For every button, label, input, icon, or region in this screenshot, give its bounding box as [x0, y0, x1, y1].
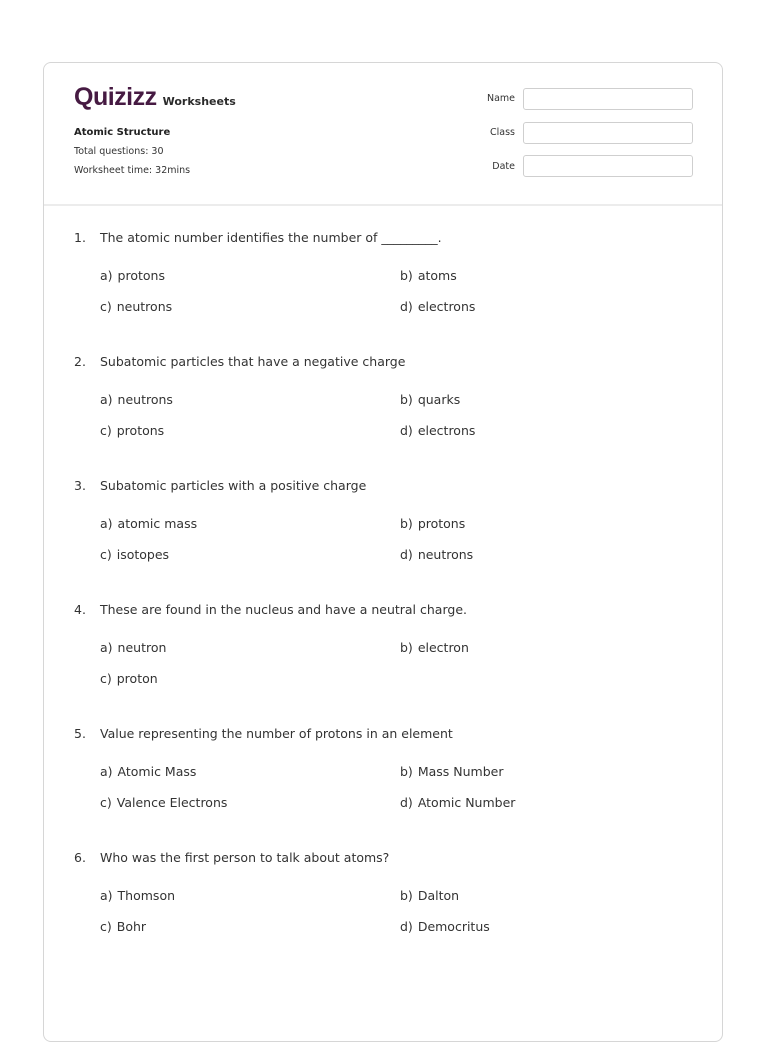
question-text: Who was the first person to talk about atoms? — [100, 850, 390, 865]
option-text: protons — [116, 423, 165, 438]
answer-option — [400, 299, 475, 314]
answer-option — [400, 516, 465, 531]
logo-subtitle: Worksheets — [162, 95, 236, 108]
quizizz-logo — [74, 83, 236, 112]
option-text: protons — [417, 516, 466, 531]
option-letter: d) — [400, 919, 413, 934]
option-letter: d) — [400, 795, 413, 810]
worksheet-header — [44, 63, 722, 206]
option-text: electron — [417, 640, 469, 655]
answer-option — [400, 795, 515, 810]
answer-option — [400, 392, 460, 407]
answer-option — [100, 795, 227, 810]
option-letter: b) — [400, 392, 413, 407]
option-letter: a) — [100, 392, 113, 407]
option-text: neutrons — [116, 299, 173, 314]
answer-option — [400, 268, 457, 283]
option-letter: a) — [100, 640, 113, 655]
answer-option — [400, 919, 490, 934]
option-text: protons — [117, 268, 165, 283]
answer-option — [400, 640, 469, 655]
worksheet-time: Worksheet time: 32mins — [74, 165, 191, 176]
option-letter: c) — [100, 299, 112, 314]
option-text: Atomic Number — [417, 795, 516, 810]
option-text: neutrons — [417, 547, 474, 562]
answer-option — [400, 888, 459, 903]
answer-option — [100, 640, 166, 655]
logo-wordmark: Quizizz — [74, 83, 157, 111]
answer-option — [100, 764, 196, 779]
option-letter: b) — [400, 888, 413, 903]
question-text: Value representing the number of protons in an element — [100, 726, 453, 741]
option-text: neutrons — [117, 392, 173, 407]
answer-option — [100, 671, 158, 686]
option-letter: b) — [400, 268, 413, 283]
answer-option — [400, 423, 475, 438]
answer-option — [400, 547, 473, 562]
option-text: isotopes — [116, 547, 170, 562]
option-letter: b) — [400, 764, 413, 779]
option-text: proton — [116, 671, 158, 686]
answer-option — [100, 516, 197, 531]
option-text: Atomic Mass — [117, 764, 197, 779]
option-letter: d) — [400, 423, 413, 438]
option-text: atomic mass — [117, 516, 198, 531]
class-label: Class — [490, 127, 515, 138]
date-field[interactable] — [523, 155, 693, 177]
answer-option — [100, 888, 175, 903]
option-text: quarks — [417, 392, 461, 407]
question-number: 4. — [74, 602, 86, 617]
option-text: atoms — [417, 268, 457, 283]
option-letter: c) — [100, 671, 112, 686]
option-letter: a) — [100, 888, 113, 903]
answer-option — [100, 299, 172, 314]
option-text: Valence Electrons — [116, 795, 228, 810]
answer-option — [100, 919, 146, 934]
option-letter: c) — [100, 423, 112, 438]
total-questions: Total questions: 30 — [74, 146, 164, 157]
class-field[interactable] — [523, 122, 693, 144]
name-field[interactable] — [523, 88, 693, 110]
date-label: Date — [492, 161, 515, 172]
answer-option — [400, 764, 503, 779]
option-text: Democritus — [417, 919, 490, 934]
option-letter: d) — [400, 547, 413, 562]
question-number: 2. — [74, 354, 86, 369]
option-text: neutron — [117, 640, 167, 655]
question-text: The atomic number identifies the number of _________. — [100, 230, 442, 245]
question-number: 6. — [74, 850, 86, 865]
option-text: Dalton — [417, 888, 460, 903]
question-text: Subatomic particles that have a negative charge — [100, 354, 406, 369]
question-number: 1. — [74, 230, 86, 245]
option-letter: a) — [100, 516, 113, 531]
name-label: Name — [486, 93, 515, 104]
option-text: electrons — [417, 299, 476, 314]
question-number: 3. — [74, 478, 86, 493]
option-letter: c) — [100, 795, 112, 810]
option-letter: b) — [400, 516, 413, 531]
option-letter: b) — [400, 640, 413, 655]
worksheet-title: Atomic Structure — [74, 127, 171, 138]
answer-option — [100, 268, 165, 283]
worksheet-page — [43, 62, 723, 1042]
option-letter: d) — [400, 299, 413, 314]
option-letter: c) — [100, 547, 112, 562]
option-text: Bohr — [116, 919, 147, 934]
option-letter: a) — [100, 268, 113, 283]
question-number: 5. — [74, 726, 86, 741]
option-text: electrons — [417, 423, 476, 438]
option-text: Thomson — [117, 888, 176, 903]
question-text: These are found in the nucleus and have a neutral charge. — [100, 602, 467, 617]
answer-option — [100, 392, 173, 407]
option-letter: c) — [100, 919, 112, 934]
answer-option — [100, 423, 164, 438]
option-text: Mass Number — [417, 764, 504, 779]
option-letter: a) — [100, 764, 113, 779]
answer-option — [100, 547, 169, 562]
question-text: Subatomic particles with a positive charge — [100, 478, 367, 493]
